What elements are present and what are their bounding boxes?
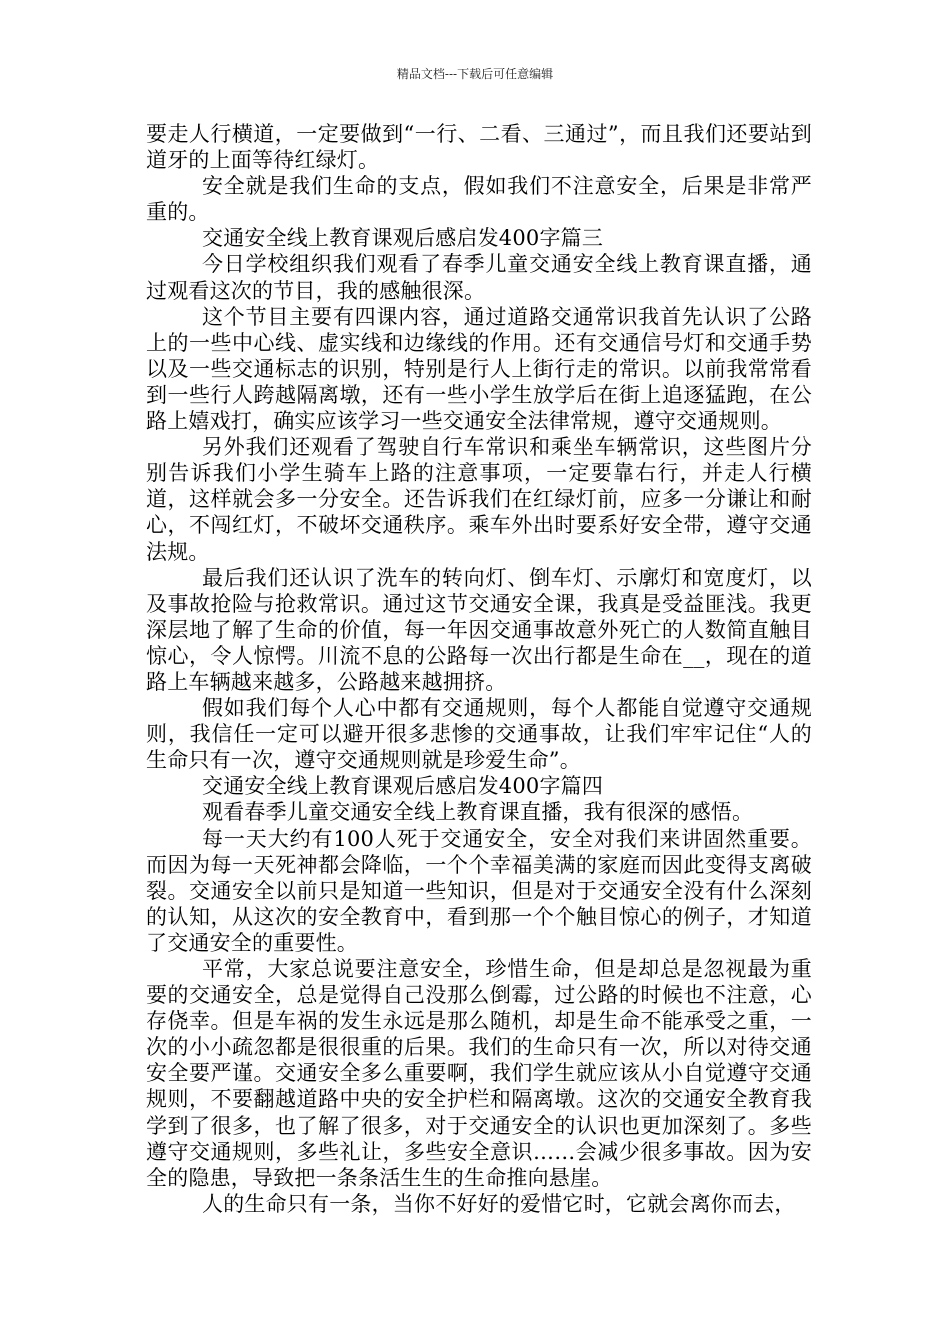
section-heading: 交通安全线上教育课观后感启发400字篇三 bbox=[202, 226, 604, 251]
document-body bbox=[146, 121, 812, 1217]
section-heading: 交通安全线上教育课观后感启发400字篇四 bbox=[202, 774, 604, 799]
paragraph: 假如我们每个人心中都有交通规则，每个人都能自觉遵守交通规则，我信任一定可以避开很多悲惨的交通事故，让我们牢牢记住“人的生命只有一次，遵守交通规则就是珍爱生命”。 bbox=[146, 696, 812, 773]
paragraph: 观看春季儿童交通安全线上教育课直播，我有很深的感悟。 bbox=[202, 800, 754, 825]
page-header: 精品文档---下载后可任意编辑 bbox=[396, 67, 554, 81]
paragraph: 人的生命只有一条，当你不好好的爱惜它时，它就会离你而去， bbox=[202, 1191, 796, 1216]
paragraph: 每一天大约有100人死于交通安全，安全对我们来讲固然重要。而因为每一天死神都会降临，一个个幸福美满的家庭而因此变得支离破裂。交通安全以前只是知道一些知识，但是对于交通安全没有什么深刻的认知，从这次的安全教育中，看到那一个个触目惊心的例子，才知道了交通安全的重要性。 bbox=[146, 826, 812, 955]
paragraph: 另外我们还观看了驾驶自行车常识和乘坐车辆常识，这些图片分别告诉我们小学生骑车上路的注意事项，一定要靠右行，并走人行横道，这样就会多一分安全。还告诉我们在红绿灯前，应多一分谦让和耐心，不闯红灯，不破坏交通秩序。乘车外出时要系好安全带，遵守交通法规。 bbox=[146, 435, 812, 564]
paragraph: 平常，大家总说要注意安全，珍惜生命，但是却总是忽视最为重要的交通安全，总是觉得自己没那么倒霉，过公路的时候也不注意，心存侥幸。但是车祸的发生永远是那么随机，却是生命不能承受之重，一次的小小疏忽都是很很重的后果。我们的生命只有一次，所以对待交通安全要严谨。交通安全多么重要啊，我们学生就应该从小自觉遵守交通规则，不要翻越道路中央的安全护栏和隔离墩。这次的交通安全教育我学到了很多，也了解了很多，对于交通安全的认识也更加深刻了。多些遵守交通规则，多些礼让，多些安全意识……会减少很多事故。因为安全的隐患，导致把一条条活生生的生命推向悬崖。 bbox=[146, 957, 812, 1190]
paragraph: 这个节目主要有四课内容，通过道路交通常识我首先认识了公路上的一些中心线、虚实线和边缘线的作用。还有交通信号灯和交通手势以及一些交通标志的识别，特别是行人上街行走的常识。以前我常常看到一些行人跨越隔离墩，还有一些小学生放学后在街上追逐猛跑，在公路上嬉戏打，确实应该学习一些交通安全法律常规，遵守交通规则。 bbox=[146, 304, 812, 434]
paragraph: 安全就是我们生命的支点，假如我们不注意安全，后果是非常严重的。 bbox=[146, 174, 812, 225]
paragraph: 今日学校组织我们观看了春季儿童交通安全线上教育课直播，通过观看这次的节目，我的感触很深。 bbox=[146, 252, 812, 303]
paragraph: 要走人行横道，一定要做到“一行、二看、三通过”，而且我们还要站到道牙的上面等待红绿灯。 bbox=[146, 122, 812, 173]
paragraph: 最后我们还认识了洗车的转向灯、倒车灯、示廓灯和宽度灯，以及事故抢险与抢救常识。通过这节交通安全课，我真是受益匪浅。我更深层地了解了生命的价值，每一年因交通事故意外死亡的人数简直触目惊心，令人惊愕。川流不息的公路每一次出行都是生命在__，现在的道路上车辆越来越多，公路越来越拥挤。 bbox=[146, 565, 812, 694]
